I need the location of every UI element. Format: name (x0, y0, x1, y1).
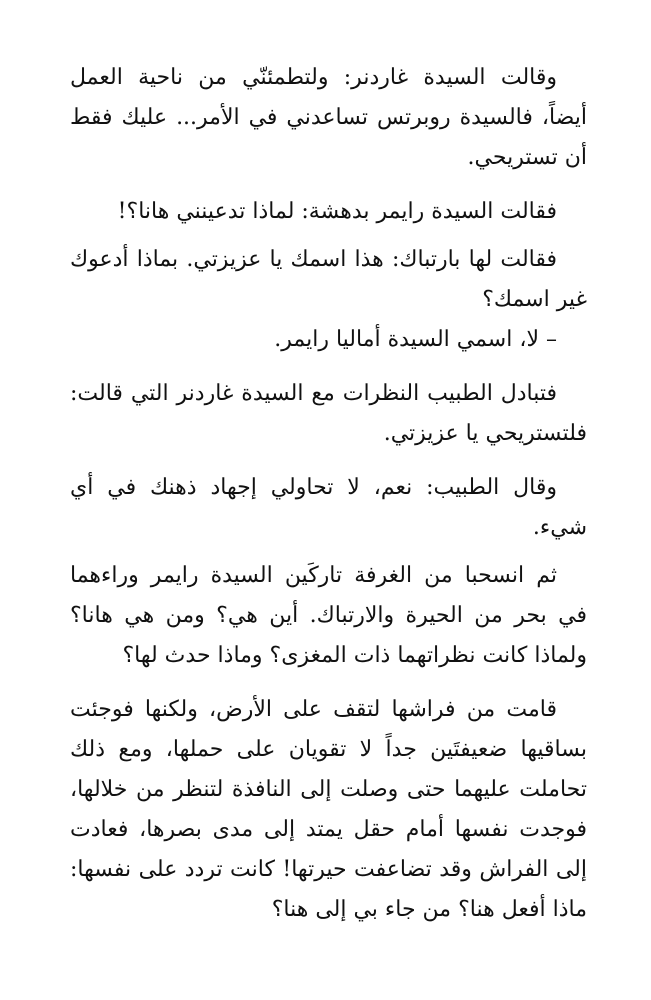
paragraph-doctor-glance: فتبادل الطبيب النظرات مع السيدة غاردنر التي قالت: فلتستريحي يا عزيزتي. (70, 381, 587, 446)
paragraph-reimer-surprise: فقالت السيدة رايمر بدهشة: لماذا تدعينني هانا؟! (117, 199, 557, 224)
paragraph-name-reply: فقالت لها بارتباك: هذا اسمك يا عزيزتي. بماذا أدعوك غير اسمك؟ (70, 247, 587, 312)
paragraph-amalia-reimer: – لا، اسمي السيدة أماليا رايمر. (274, 327, 557, 352)
paragraph-doctor-advice: وقال الطبيب: نعم، لا تحاولي إجهاد ذهنك في أي شيء. (70, 475, 587, 540)
paragraph-window: قامت من فراشها لتقف على الأرض، ولكنها فوجئت بساقيها ضعيفتَين جداً لا تقويان على حملها، ومع ذلك تحاملت عليهما حتى وصلت إلى النافذة لتنظر من خلالها، فوجدت نفسها أمام حقل يمتد إلى مدى بصرها، فعادت إلى الفراش وقد تضاعفت حيرتها! كانت تردد على نفسها: ماذا أفعل هنا؟ من جاء بي إلى هنا؟ (70, 697, 587, 922)
paragraph-gardner-reassurance: وقالت السيدة غاردنر: ولتطمئنّي من ناحية العمل أيضاً، فالسيدة روبرتس تساعدني في الأمر... عليك فقط أن تستريحي. (70, 65, 587, 170)
paragraph-withdrawal: ثم انسحبا من الغرفة تاركَين السيدة رايمر وراءهما في بحر من الحيرة والارتباك. أين هي؟ ومن هي هانا؟ ولماذا كانت نظراتهما ذات المغزى؟ وماذا حدث لها؟ (70, 563, 587, 668)
book-page (70, 58, 587, 930)
